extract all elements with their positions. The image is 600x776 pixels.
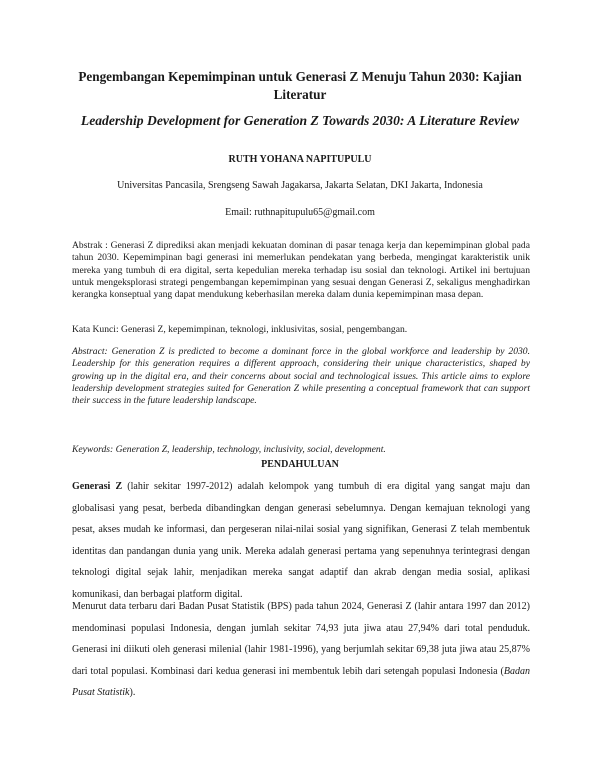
- paragraph-text: Menurut data terbaru dari Badan Pusat Statistik (BPS) pada tahun 2024, Generasi Z (lahir antara 1997 dan 2012) mendominasi populasi Indonesia, dengan jumlah sekitar 74,93 juta jiwa atau 27,94% dari total penduduk. Generasi ini diikuti oleh generasi milenial (lahir 1981-1996), yang berjumlah sekitar 69,38 juta jiwa atau 25,87% dari total populasi. Kombinasi dari kedua generasi ini membentuk lebih dari setengah populasi Indonesia (: [72, 601, 530, 677]
- paragraph-text: (lahir sekitar 1997-2012) adalah kelompok yang tumbuh di era digital yang sangat maju dan globalisasi yang pesat, berbeda dibandingkan dengan generasi sebelumnya. Dengan kemajuan teknologi yang pesat, akses mudah ke informasi, dan pergeseran nilai-nilai sosial yang signifikan, Generasi Z telah membentuk identitas dan pandangan dunia yang unik. Mereka adalah generasi pertama yang sepenuhnya terintegrasi dengan teknologi digital sejak lahir, menjadikan mereka sangat adaptif dan akrab dengan media sosial, aplikasi komunikasi, dan berbagai platform digital.: [72, 481, 531, 600]
- paragraph-text-end: ).: [129, 687, 136, 699]
- abstract-english: Abstract: Generation Z is predicted to become a dominant force in the global workforce and leadership by 2030. Leadership for this generation requires a different approach, considering their unique characteristics, shaped by growing up in the digital era, and their concerns about social and technological issues. This article aims to explore leadership development strategies suited for Generation Z while presenting a conceptual framework that can support their success in the future leadership landscape.: [72, 346, 530, 407]
- author-affiliation: Universitas Pancasila, Srengseng Sawah Jagakarsa, Jakarta Selatan, DKI Jakarta, Indonesia: [117, 180, 483, 191]
- abstract-indonesian: Abstrak : Generasi Z diprediksi akan menjadi kekuatan dominan di pasar tenaga kerja dan kepemimpinan global pada tahun 2030. Kepemimpinan bagi generasi ini memerlukan pendekatan yang berbeda, mengingat karakteristik unik mereka yang tumbuh di era digital, serta kepedulian mereka terhadap isu sosial dan teknologi. Artikel ini bertujuan untuk mengeksplorasi strategi pengembangan kepemimpinan yang sesuai dengan Generasi Z, sekaligus menghadirkan kerangka konseptual yang dapat mendukung keberhasilan mereka dalam dunia kepemimpinan masa depan.: [72, 240, 530, 301]
- paragraph-lead-term: Generasi Z: [72, 481, 123, 492]
- paper-title-indonesian: Pengembangan Kepemimpinan untuk Generasi Z Menuju Tahun 2030: Kajian Literatur: [78, 69, 522, 102]
- paper-title-english: Leadership Development for Generation Z Towards 2030: A Literature Review: [80, 113, 520, 128]
- author-name: RUTH YOHANA NAPITUPULU: [228, 154, 372, 165]
- author-email: Email: ruthnapitupulu65@gmail.com: [225, 207, 375, 218]
- body-paragraph-1: [72, 476, 530, 606]
- keywords-indonesian: Kata Kunci: Generasi Z, kepemimpinan, teknologi, inklusivitas, sosial, pengembangan.: [72, 324, 408, 335]
- section-heading: PENDAHULUAN: [261, 459, 339, 470]
- body-paragraph-2: [72, 596, 530, 704]
- keywords-english: Keywords: Generation Z, leadership, technology, inclusivity, social, development.: [72, 444, 386, 455]
- citation-source: Badan Pusat Statistik: [72, 665, 530, 699]
